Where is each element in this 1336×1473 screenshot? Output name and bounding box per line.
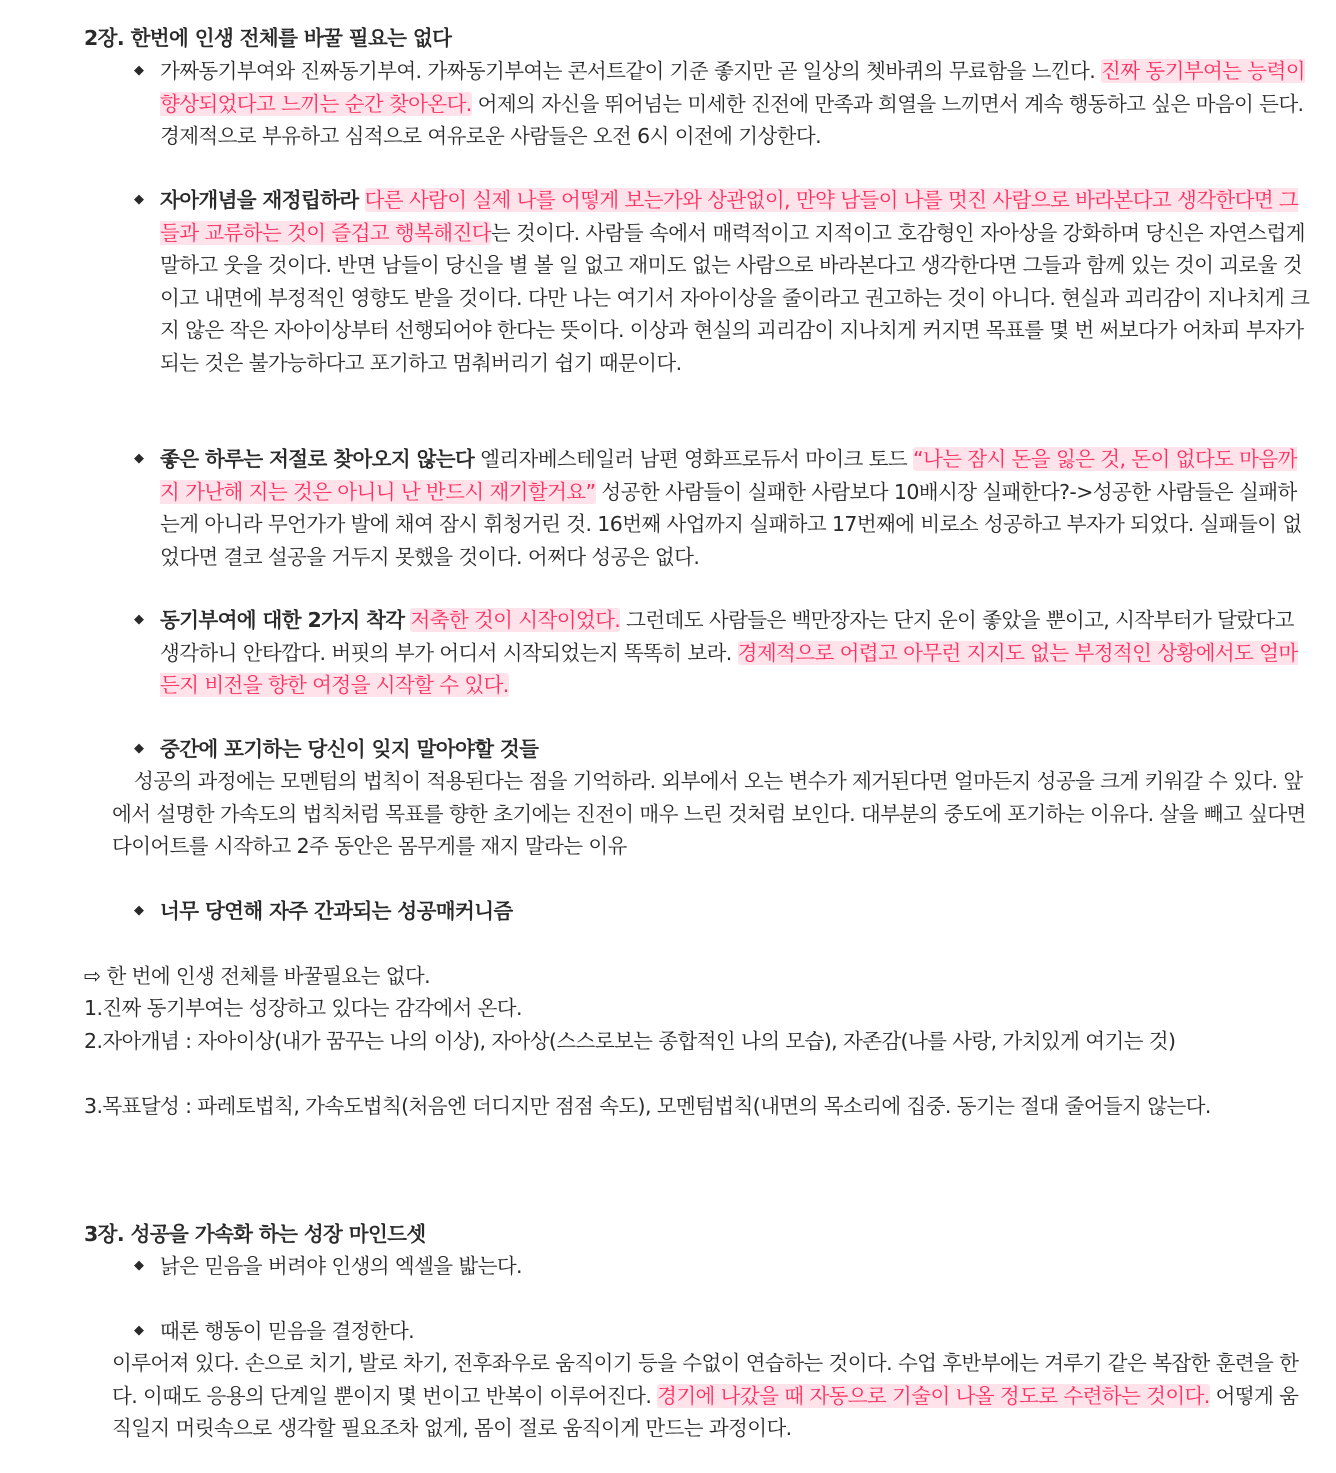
bullet-item <box>134 443 1314 573</box>
bullet-text: 때론 행동이 믿음을 결정한다. <box>160 1319 415 1343</box>
bullet-text <box>160 895 1314 928</box>
bullet-text <box>160 733 1314 766</box>
summary-line-3: 3.목표달성 : 파레토법칙, 가속도법칙(처음엔 더디지만 점점 속도), 모멘텀법칙(내면의 목소리에 집중. 동기는 절대 줄어들지 않는다. <box>84 1094 1211 1118</box>
diamond-bullet-icon: ◆ <box>134 451 144 466</box>
momentum-paragraph: 성공의 과정에는 모멘텀의 법칙이 적용된다는 점을 기억하라. 외부에서 오는 변수가 제거된다면 얼마든지 성공을 크게 키워갈 수 있다. 앞에서 설명한 가속도의 법칙처럼 목표를 향한 초기에는 진전이 매우 느린 것처럼 보인다. 대부분의 중도에 포기하는 이유다. 살을 빼고 싶다면 다이어트를 시작하고 2주 동안은 몸무게를 재지 말라는 이유 <box>112 769 1306 858</box>
highlight: 진짜 동기부여는 능력이 향상되었다고 느끼는 순간 찾아온다. <box>160 59 1305 116</box>
summary-arrow-line: ⇨ 한 번에 인생 전체를 바꿀필요는 없다. <box>84 964 431 988</box>
bullet-text: 좋은 하루는 저절로 찾아오지 않는다 엘리자베스테일러 남편 영화프로듀서 마이크 토드 “나는 잠시 돈을 잃은 것, 돈이 없다도 마음까지 가난해 지는 것은 아니니 난 반드시 재기할거요” 성공한 사람들이 실패한 사람보다 10배시장 실패한다?->성공한 사람들은 실패하는게 아니라 무언가가 발에 채여 잠시 휘청거린 것. 16번째 사업까지 실패하고 17번째에 비로소 성공하고 부자가 되었다. 실패들이 없었다면 결코 설공을 거두지 못했을 것이다. 어쩌다 성공은 없다. <box>160 447 1302 569</box>
diamond-bullet-icon: ◆ <box>134 741 144 756</box>
bullet-item <box>134 1250 1314 1283</box>
diamond-bullet-icon: ◆ <box>134 1323 144 1338</box>
summary-line-2: 2.자아개념 : 자아이상(내가 꿈꾸는 나의 이상), 자아상(스스로보는 종합적인 나의 모습), 자존감(나를 사랑, 가치있게 여기는 것) <box>84 1029 1176 1053</box>
bullet-text: 가짜동기부여와 진짜동기부여. 가짜동기부여는 콘서트같이 기준 좋지만 곧 일상의 쳇바퀴의 무료함을 느낀다. 진짜 동기부여는 능력이 향상되었다고 느끼는 순간 찾아온다. 어제의 자신을 뛰어넘는 미세한 진전에 만족과 희열을 느끼면서 계속 행동하고 싶은 마음이 든다. 경제적으로 부유하고 심적으로 여유로운 사람들은 오전 6시 이전에 기상한다. <box>160 59 1305 148</box>
chapter3-heading: 3장. 성공을 가속화 하는 성장 마인드셋 <box>84 1222 426 1246</box>
bullet-item <box>134 895 1314 928</box>
bullet-text: 낡은 믿음을 버려야 인생의 엑셀을 밟는다. <box>160 1254 522 1278</box>
highlight: 경기에 나갔을 때 자동으로 기술이 나올 정도로 수련하는 것이다. <box>657 1383 1210 1408</box>
bullet-item <box>134 733 1314 766</box>
highlight: “나는 잠시 돈을 잃은 것, 돈이 없다도 마음까지 가난해 지는 것은 아니니 난 반드시 재기할거요” <box>160 447 1297 504</box>
chapter3-paragraph: 이루어져 있다. 손으로 치기, 발로 차기, 전후좌우로 움직이기 등을 수없이 연습하는 것이다. 수업 후반부에는 겨루기 같은 복잡한 훈련을 한다. 이때도 응용의 단계일 뿐이지 몇 번이고 반복이 이루어진다. 경기에 나갔을 때 자동으로 기술이 나올 정도로 수련하는 것이다. 어떻게 움직일지 머릿속으로 생각할 필요조차 없게, 몸이 절로 움직이게 만드는 과정이다. <box>112 1351 1299 1440</box>
bullet-title: 좋은 하루는 저절로 찾아오지 않는다 <box>160 447 475 471</box>
bullet-text: 자아개념을 재정립하라 다른 사람이 실제 나를 어떻게 보는가와 상관없이, 만약 남들이 나를 멋진 사람으로 바라본다고 생각한다면 그들과 교류하는 것이 즐겁고 행복해진다는 것이다. 사람들 속에서 매력적이고 지적이고 호감형인 자아상을 강화하며 당신은 자연스럽게 말하고 웃을 것이다. 반면 남들이 당신을 별 볼 일 없고 재미도 없는 사람으로 바라본다고 생각한다면 그들과 함께 있는 것이 괴로울 것이고 내면에 부정적인 영향도 받을 것이다. 다만 나는 여기서 자아이상을 줄이라고 권고하는 것이 아니다. 현실과 괴리감이 지나치게 크지 않은 작은 자아이상부터 선행되어야 한다는 뜻이다. 이상과 현실의 괴리감이 지나치게 커지면 목표를 몇 번 써보다가 어차피 부자가 되는 것은 불가능하다고 포기하고 멈춰버리기 쉽기 때문이다. <box>160 188 1310 375</box>
chapter2-heading: 2장. 한번에 인생 전체를 바꿀 필요는 없다 <box>84 26 452 50</box>
bullet-item <box>134 604 1314 702</box>
diamond-bullet-icon: ◆ <box>134 612 144 627</box>
bullet-text: 동기부여에 대한 2가지 착각 저축한 것이 시작이었다. 그런데도 사람들은 백만장자는 단지 운이 좋았을 뿐이고, 시작부터가 달랐다고 생각하니 안타깝다. 버핏의 부가 어디서 시작되었는지 똑똑히 보라. 경제적으로 어렵고 아무런 지지도 없는 부정적인 상황에서도 얼마든지 비전을 향한 여정을 시작할 수 있다. <box>160 608 1298 697</box>
bullet-item <box>134 55 1314 153</box>
bullet-title: 자아개념을 재정립하라 <box>160 188 359 212</box>
highlight: 다른 사람이 실제 나를 어떻게 보는가와 상관없이, 만약 남들이 나를 멋진 사람으로 바라본다고 생각한다면 그들과 교류하는 것이 즐겁고 행복해진다 <box>160 188 1299 245</box>
diamond-bullet-icon: ◆ <box>134 903 144 918</box>
highlight: 저축한 것이 시작이었다. <box>410 608 621 632</box>
bullet-item <box>134 1315 1314 1348</box>
bullet-title: 중간에 포기하는 당신이 잊지 말아야할 것들 <box>160 737 539 761</box>
bullet-title: 동기부여에 대한 2가지 착각 <box>160 608 405 632</box>
diamond-bullet-icon: ◆ <box>134 192 144 207</box>
diamond-bullet-icon: ◆ <box>134 1258 144 1273</box>
diamond-bullet-icon: ◆ <box>134 63 144 78</box>
summary-line-1: 1.진짜 동기부여는 성장하고 있다는 감각에서 온다. <box>84 996 522 1020</box>
bullet-title: 너무 당연해 자주 간과되는 성공매커니즘 <box>160 899 513 923</box>
bullet-item <box>134 184 1314 379</box>
highlight: 경제적으로 어렵고 아무런 지지도 없는 부정적인 상황에서도 얼마든지 비전을 향한 여정을 시작할 수 있다. <box>160 640 1298 697</box>
